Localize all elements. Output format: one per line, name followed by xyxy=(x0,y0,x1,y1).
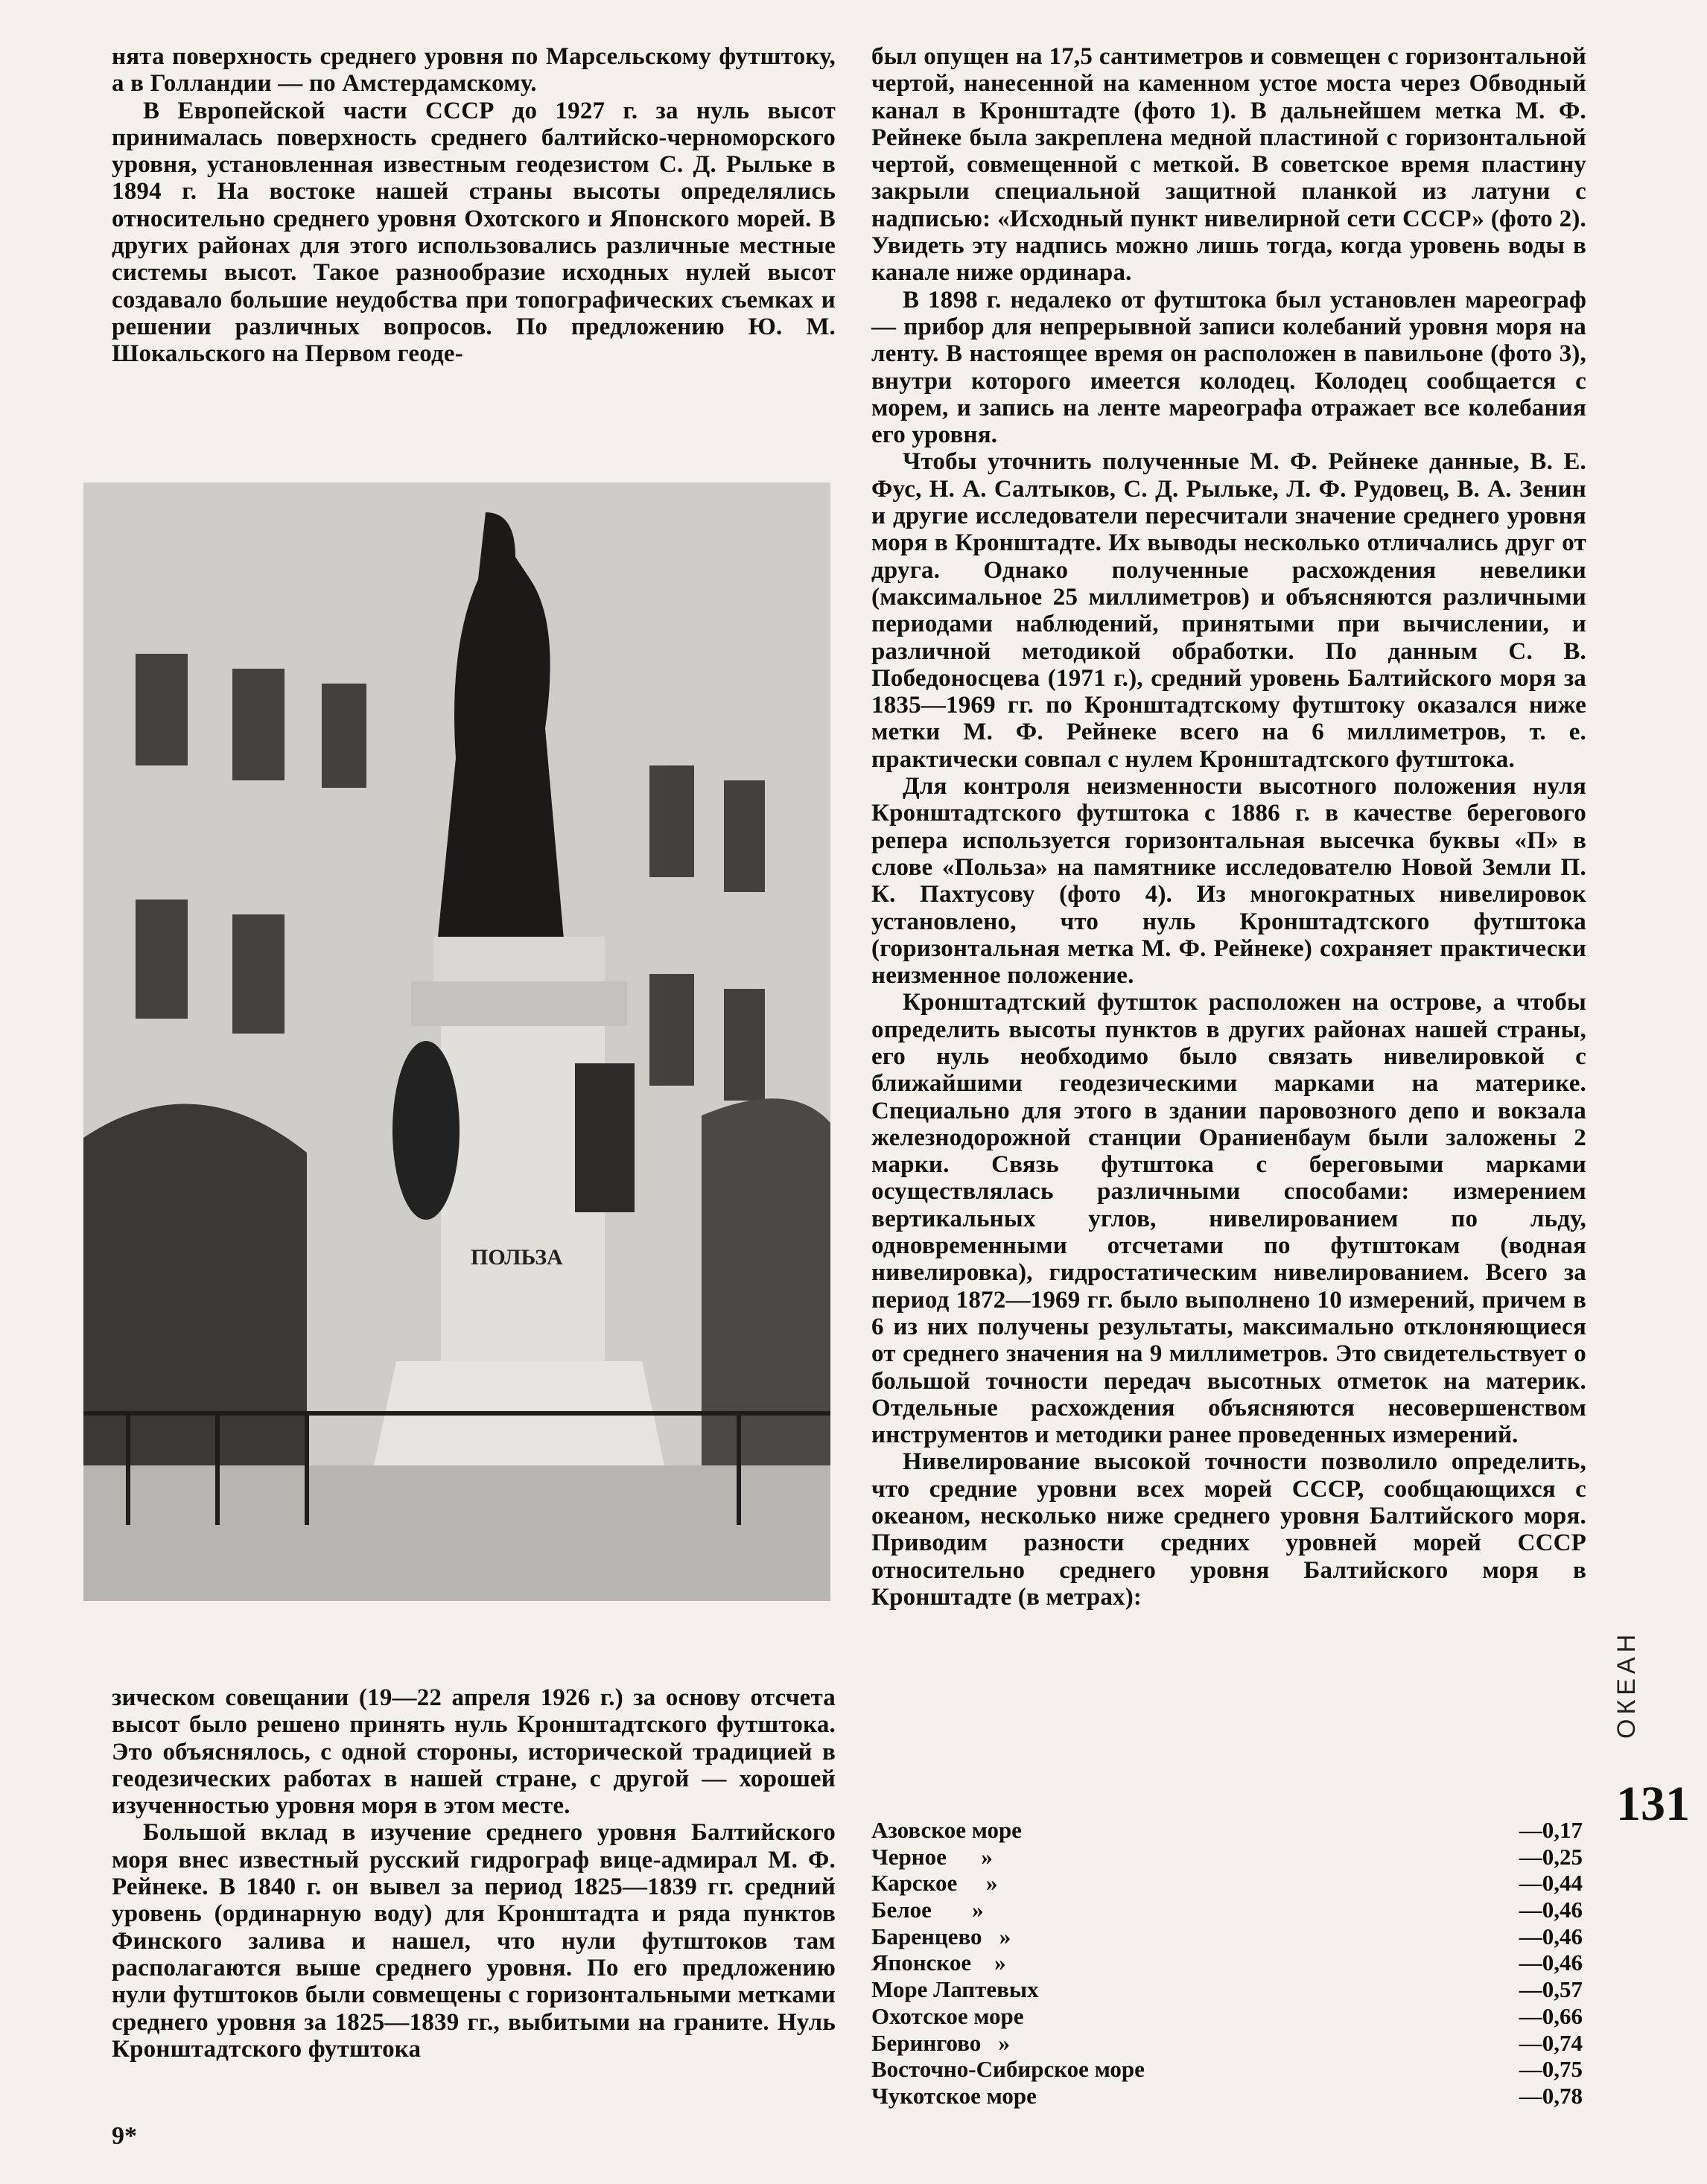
sea-name: Карское » xyxy=(871,1870,998,1897)
sea-name: Море Лаптевых xyxy=(871,1976,1039,2003)
sea-level-difference: —0,46 xyxy=(1519,1949,1583,1976)
signature-mark: 9* xyxy=(112,2122,137,2150)
paragraph: Кронштадтский футшток расположен на острове, а чтобы определить высоты пунктов в других районах нашей страны, его нуль необходимо было связать нивелировкой с ближайшими геодезическими марками на материке. Специально для этого в здании паровозного депо и вокзала железнодорожной станции Ораниенбаум были заложены 2 марки. Связь футштока с береговыми марками осуществлялась различными способами: измерением вертикальных углов, нивелированием по льду, одновременными отсчетами по футштокам (водная нивелировка), гидростатическим нивелированием. Всего за период 1872—1969 гг. было выполнено 10 измерений, причем в 6 из них получены результаты, максимально отклоняющиеся от среднего значения на 9 миллиметров. Это свидетельствует о большой точности передач высотных отметок на материк. Отдельные расхождения объясняются несовершенством инструментов и методики ранее проведенных измерений. xyxy=(871,989,1586,1449)
table-row xyxy=(871,1976,1583,2003)
sea-level-table xyxy=(871,1817,1583,2110)
paragraph: Чтобы уточнить полученные М. Ф. Рейнеке данные, В. Е. Фус, Н. А. Салтыков, С. Д. Рыльке, Л. Ф. Рудовец, В. А. Зенин и другие исследователи пересчитали значение среднего уровня моря в Кронштадте. Их выводы несколько отличались друг от друга. Однако полученные расхождения невелики (максимальное 25 миллиметров) и объясняются различными периодами наблюдений, принятыми при вычислении, и различной методикой обработки. По данным С. В. Победоносцева (1971 г.), средний уровень Балтийского моря за 1835—1969 гг. по Кронштадтскому футштоку оказался ниже метки М. Ф. Рейнеке всего на 6 миллиметров, т. е. практически совпал с нулем Кронштадтского футштока. xyxy=(871,448,1586,773)
table-row xyxy=(871,1870,1583,1897)
table-row xyxy=(871,2003,1583,2030)
sea-name: Чукотское море xyxy=(871,2082,1037,2109)
sea-level-difference: —0,75 xyxy=(1519,2056,1583,2083)
sea-level-difference: —0,46 xyxy=(1519,1897,1583,1923)
sea-level-difference: —0,25 xyxy=(1519,1843,1583,1870)
sea-level-difference: —0,44 xyxy=(1519,1870,1583,1897)
sea-name: Восточно-Сибирское море xyxy=(871,2056,1145,2083)
paragraph: Нивелирование высокой точности позволило определить, что средние уровни всех морей СССР, сообщающихся с океаном, несколько ниже среднего уровня Балтийского моря. Приводим разности средних уровней морей СССР относительно среднего уровня Балтийского моря в Кронштадте (в метрах): xyxy=(871,1448,1586,1611)
sea-name: Японское » xyxy=(871,1949,1006,1976)
left-column-top xyxy=(112,43,836,368)
sea-level-difference: —0,17 xyxy=(1519,1817,1583,1843)
paragraph: зическом совещании (19—22 апреля 1926 г.) за основу отсчета высот было решено принять нуль Кронштадтского футштока. Это объяснялось, с одной стороны, исторической традицией в геодезических работах в нашей стране, с другой — хорошей изученностью уровня моря в этом месте. xyxy=(112,1684,836,1820)
inscription-text: ПОЛЬЗА xyxy=(471,1245,563,1270)
sea-level-difference: —0,74 xyxy=(1519,2029,1583,2056)
sea-name: Азовское море xyxy=(871,1817,1022,1843)
sea-name: Белое » xyxy=(871,1897,984,1923)
table-row xyxy=(871,1844,1583,1871)
table-row xyxy=(871,1897,1583,1923)
sea-name: Берингово » xyxy=(871,2029,1011,2056)
sea-level-difference: —0,66 xyxy=(1519,2002,1583,2029)
paragraph: нята поверхность среднего уровня по Марсельскому футштоку, а в Голландии — по Амстердамскому. xyxy=(112,43,836,98)
paragraph: В Европейской части СССР до 1927 г. за нуль высот принималась поверхность среднего балтийско-черноморского уровня, установленная известным геодезистом С. Д. Рыльке в 1894 г. На востоке нашей страны высоты определялись относительно среднего уровня Охотского и Японского морей. В других районах для этого использовались различные местные системы высот. Такое разнообразие исходных нулей высот создавало большие неудобства при топографических съемках и решении различных вопросов. По предложению Ю. М. Шокальского на Первом геоде- xyxy=(112,97,836,368)
monument-photo xyxy=(83,483,830,1601)
section-label: ОКЕАН xyxy=(1612,1629,1641,1739)
sea-level-difference: —0,57 xyxy=(1519,1976,1583,2003)
paragraph: был опущен на 17,5 сантиметров и совмещен с горизонтальной чертой, нанесенной на каменном устое моста через Обводный канал в Кронштадте (фото 1). В дальнейшем метка М. Ф. Рейнеке была закреплена медной пластиной с горизонтальной чертой, совмещенной с меткой. В советское время пластину закрыли специальной защитной планкой из латуни с надписью: «Исходный пункт нивелирной сети СССР» (фото 2). Увидеть эту надпись можно лишь тогда, когда уровень воды в канале ниже ординара. xyxy=(871,43,1586,287)
table-row xyxy=(871,2030,1583,2057)
left-column-bottom xyxy=(112,1684,836,2063)
sea-level-difference: —0,78 xyxy=(1519,2082,1583,2109)
table-row xyxy=(871,1949,1583,1976)
paragraph: В 1898 г. недалеко от футштока был установлен мареограф — прибор для непрерывной записи колебаний уровня моря на ленту. В настоящее время он расположен в павильоне (фото 3), внутри которого имеется колодец. Колодец сообщается с морем, и запись на ленте мареографа отражает все колебания его уровня. xyxy=(871,286,1586,449)
table-row xyxy=(871,2083,1583,2110)
table-row xyxy=(871,1923,1583,1950)
table-row xyxy=(871,2056,1583,2083)
paragraph: Для контроля неизменности высотного положения нуля Кронштадтского футштока с 1886 г. в качестве берегового репера используется горизонтальная высечка буквы «П» в слове «Польза» на памятнике исследователю Новой Земли П. К. Пахтусову (фото 4). Из многократных нивелировок установлено, что нуль Кронштадтского футштока (горизонтальная метка М. Ф. Рейнеке) сохраняет практически неизменное положение. xyxy=(871,773,1586,990)
sea-name: Баренцево » xyxy=(871,1923,1011,1949)
sea-level-difference: —0,46 xyxy=(1519,1923,1583,1949)
sea-name: Охотское море xyxy=(871,2002,1024,2029)
page-number: 131 xyxy=(1616,1777,1690,1831)
table-row xyxy=(871,1817,1583,1844)
right-column xyxy=(871,43,1586,1611)
sea-name: Черное » xyxy=(871,1843,993,1870)
paragraph: Большой вклад в изучение среднего уровня Балтийского моря внес известный русский гидрограф вице-адмирал М. Ф. Рейнеке. В 1840 г. он вывел за период 1825—1839 гг. средний уровень (ординарную воду) для Кронштадта и ряда пунктов Финского залива и нашел, что нули футштоков там располагаются выше среднего уровня. По его предложению нули футштоков были совмещены с горизонтальными метками среднего уровня за 1825—1839 гг., выбитыми на граните. Нуль Кронштадтского футштока xyxy=(112,1819,836,2063)
